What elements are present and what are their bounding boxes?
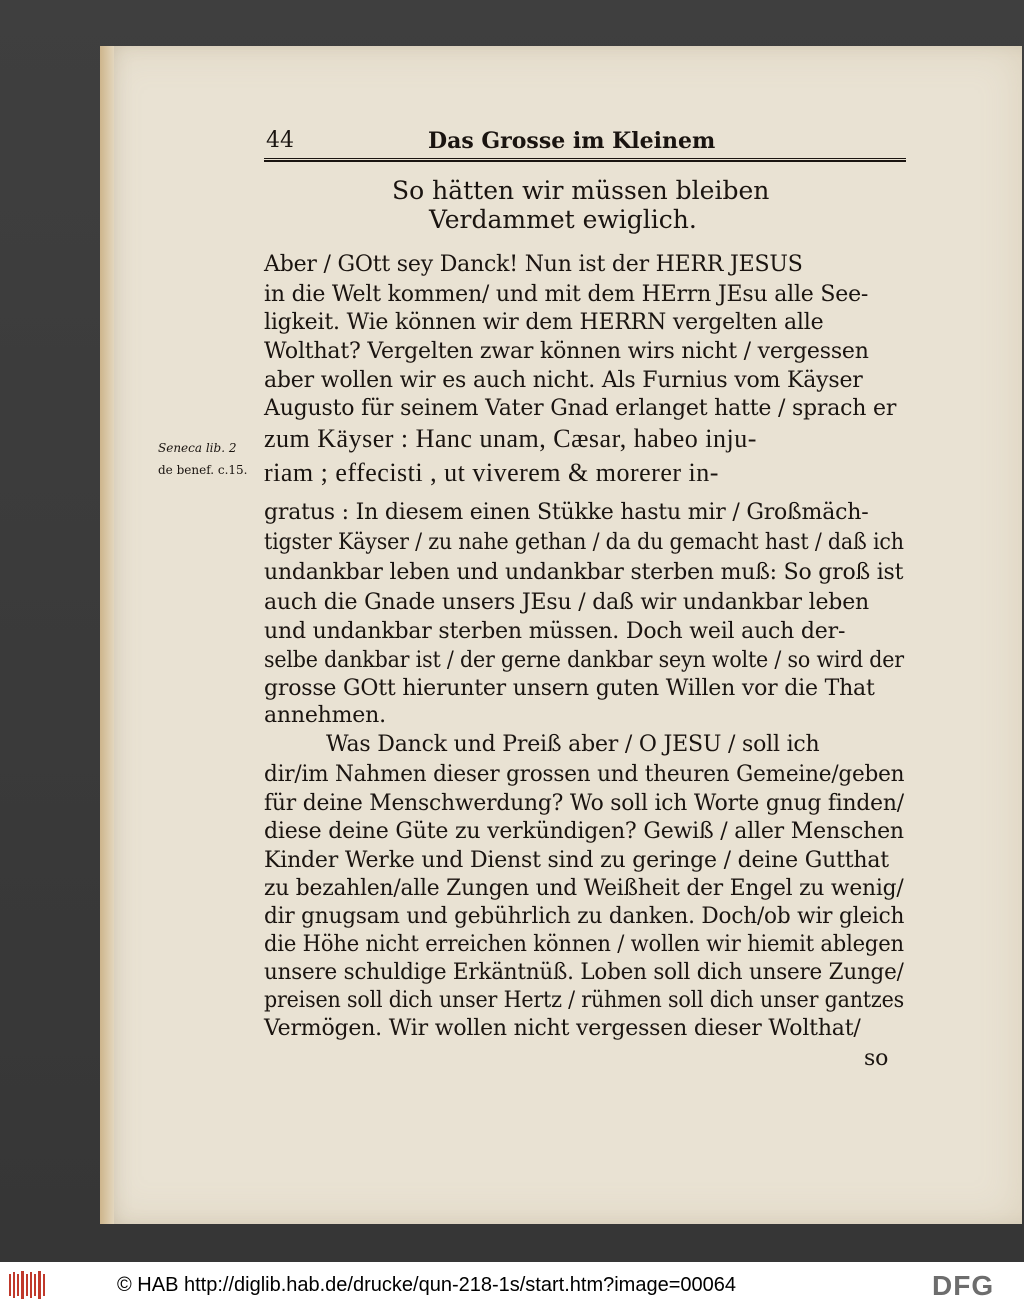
body-line: tigster Käyser / zu nahe gethan / da du gemacht hast / daß ich	[264, 530, 904, 555]
body-line-latin: riam ; effecisti , ut viverem & morerer in-	[264, 458, 719, 487]
body-line: Wolthat? Vergelten zwar können wirs nicht / vergessen	[264, 339, 869, 364]
body-line: und undankbar sterben müssen. Doch weil auch der-	[264, 619, 846, 644]
body-line: die Höhe nicht erreichen können / wollen wir hiemit ablegen	[264, 932, 904, 957]
page-gutter-edge	[100, 46, 114, 1224]
catchword: so	[864, 1046, 889, 1071]
header-rule	[264, 158, 906, 162]
body-line: zu bezahlen/alle Zungen und Weißheit der Engel zu wenig/	[264, 876, 904, 901]
body-line: für deine Menschwerdung? Wo soll ich Worte gnug finden/	[264, 791, 904, 816]
body-line: dir gnugsam und gebührlich zu danken. Doch/ob wir gleich	[264, 904, 905, 929]
page-number: 44	[266, 128, 294, 153]
body-line: selbe dankbar ist / der gerne dankbar seyn wolte / so wird der	[264, 648, 904, 673]
body-line: dir/im Nahmen dieser grossen und theuren Gemeine/geben	[264, 762, 905, 787]
body-line: auch die Gnade unsers JEsu / daß wir undankbar leben	[264, 590, 869, 615]
running-title: Das Grosse im Kleinem	[428, 128, 716, 154]
margin-note-reference: de benef. c.15.	[158, 463, 248, 477]
body-line: grosse GOtt hierunter unsern guten Willen vor die That	[264, 676, 875, 701]
body-line: preisen soll dich unser Hertz / rühmen soll dich unser gantzes	[264, 988, 904, 1013]
body-line: Augusto für seinem Vater Gnad erlanget hatte / sprach er	[264, 396, 897, 421]
hymn-line: Verdammet ewiglich.	[429, 205, 697, 234]
margin-note-source: Seneca lib. 2	[158, 441, 237, 455]
body-line: Kinder Werke und Dienst sind zu geringe / deine Gutthat	[264, 848, 889, 873]
body-line: aber wollen wir es auch nicht. Als Furnius vom Käyser	[264, 368, 863, 393]
body-line-paragraph-start: Was Danck und Preiß aber / O JESU / soll ich	[326, 732, 820, 757]
body-line: gratus : In diesem einen Stükke hastu mir / Großmäch-	[264, 500, 869, 525]
body-line: in die Welt kommen/ und mit dem HErrn JEsu alle See-	[264, 282, 869, 307]
body-line: annehmen.	[264, 703, 386, 728]
body-line: ligkeit. Wie können wir dem HERRN vergelten alle	[264, 310, 824, 335]
dfg-logo: DFG	[932, 1270, 995, 1301]
body-line-latin: zum Käyser : Hanc unam, Cæsar, habeo inju-	[264, 424, 757, 453]
hymn-line: So hätten wir müssen bleiben	[392, 176, 770, 205]
copyright-link[interactable]: © HAB http://diglib.hab.de/drucke/qun-218-1s/start.htm?image=00064	[117, 1274, 736, 1296]
body-line: unsere schuldige Erkäntnüß. Loben soll dich unsere Zunge/	[264, 960, 904, 985]
body-line: undankbar leben und undankbar sterben muß: So groß ist	[264, 560, 904, 585]
body-line: diese deine Güte zu verkündigen? Gewiß / aller Menschen	[264, 819, 904, 844]
body-line: Vermögen. Wir wollen nicht vergessen dieser Wolthat/	[264, 1016, 861, 1041]
hab-logo-icon	[8, 1270, 46, 1300]
body-line: Aber / GOtt sey Danck! Nun ist der HERR JESUS	[264, 252, 803, 277]
